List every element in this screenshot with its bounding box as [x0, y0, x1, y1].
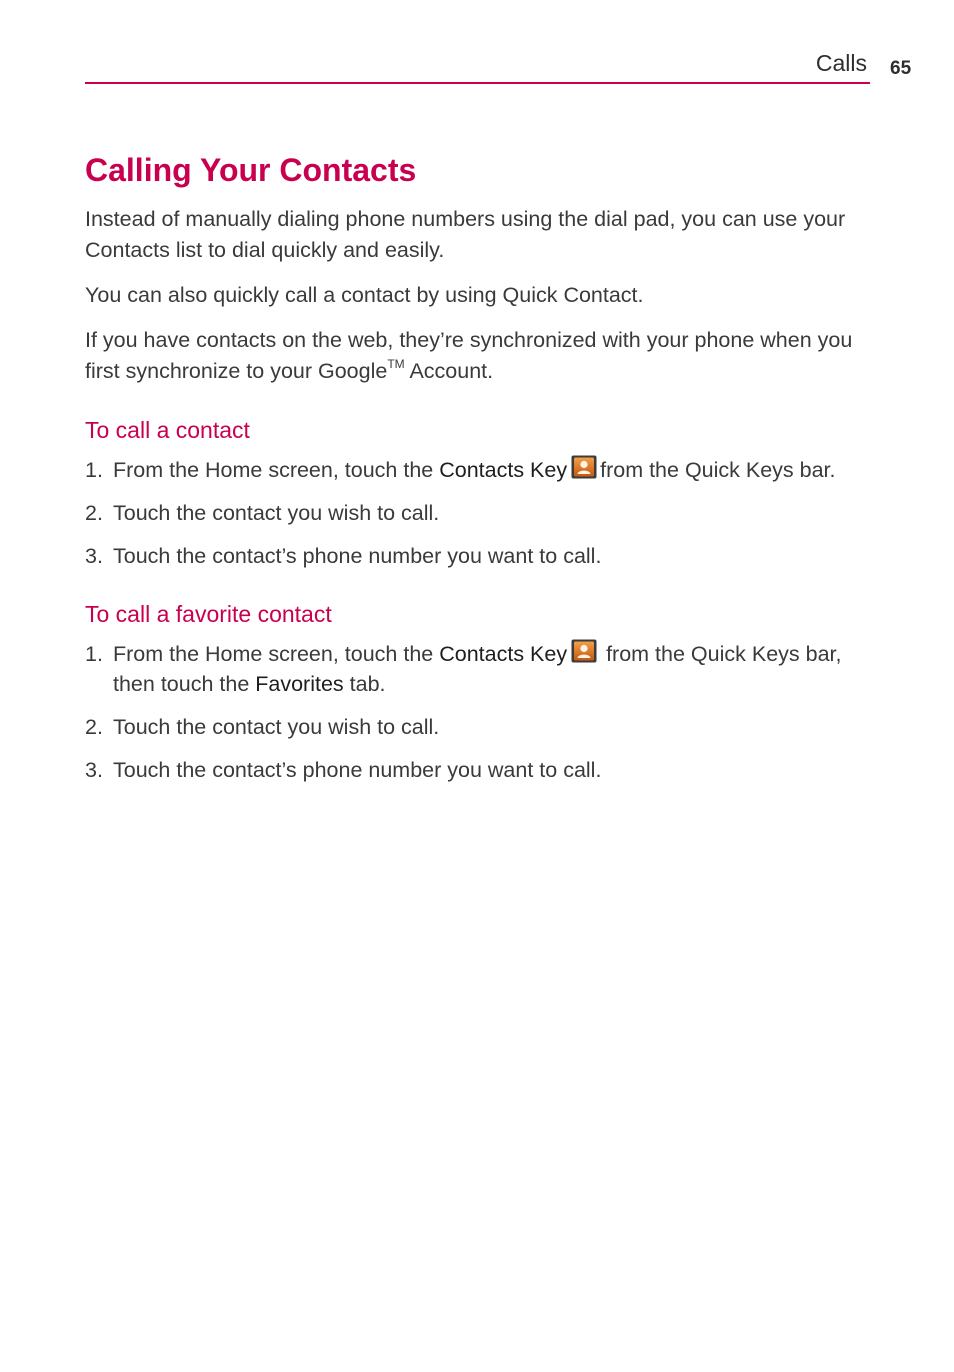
intro-paragraph-2: You can also quickly call a contact by using Quick Contact. — [85, 283, 644, 307]
section-heading-call-favorite: To call a favorite contact — [85, 601, 332, 627]
list-item — [85, 755, 875, 785]
page-title: Calling Your Contacts — [85, 152, 417, 188]
page-header — [85, 50, 870, 84]
list-item — [85, 541, 875, 571]
header-rule — [85, 82, 870, 84]
step-text-mid: from the Quick Keys bar, then touch the — [113, 642, 842, 696]
step-number: 1. — [85, 642, 103, 666]
step-text: Touch the contact you wish to call. — [113, 501, 440, 525]
step-number: 3. — [85, 758, 103, 782]
contacts-key-label: Contacts Key — [439, 642, 568, 666]
step-text: Touch the contact you wish to call. — [113, 715, 440, 739]
step-number: 3. — [85, 544, 103, 568]
steps-call-favorite — [85, 639, 875, 785]
list-item — [85, 455, 875, 485]
list-item — [85, 712, 875, 742]
favorites-tab-label: Favorites — [255, 672, 344, 696]
step-number: 1. — [85, 458, 103, 482]
contacts-key-label: Contacts Key — [439, 458, 568, 482]
contacts-key-icon — [571, 639, 597, 663]
page-number: 65 — [890, 58, 912, 79]
trademark-mark: TM — [387, 357, 405, 371]
section-heading-call-contact: To call a contact — [85, 417, 250, 443]
step-number: 2. — [85, 715, 103, 739]
section-title: Calls — [815, 50, 867, 76]
step-number: 2. — [85, 501, 103, 525]
page-content — [85, 148, 875, 798]
list-item — [85, 498, 875, 528]
step-text: From the Home screen, touch the — [113, 458, 440, 482]
sync-paragraph — [85, 325, 875, 387]
sync-text-end: Account. — [404, 359, 494, 383]
intro-paragraph-1: Instead of manually dialing phone numbers using the dial pad, you can use your Contacts list to dial quickly and easily. — [85, 207, 846, 262]
step-text-end: tab. — [343, 672, 386, 696]
step-text: Touch the contact’s phone number you want to call. — [113, 758, 602, 782]
sync-text: If you have contacts on the web, they’re synchronized with your phone when you first synchronize to your Google — [85, 328, 853, 383]
step-text: From the Home screen, touch the — [113, 642, 440, 666]
steps-call-contact — [85, 455, 875, 571]
contacts-key-icon — [571, 455, 597, 479]
list-item — [85, 639, 875, 699]
step-text: Touch the contact’s phone number you want to call. — [113, 544, 602, 568]
step-text-end: from the Quick Keys bar. — [600, 458, 836, 482]
